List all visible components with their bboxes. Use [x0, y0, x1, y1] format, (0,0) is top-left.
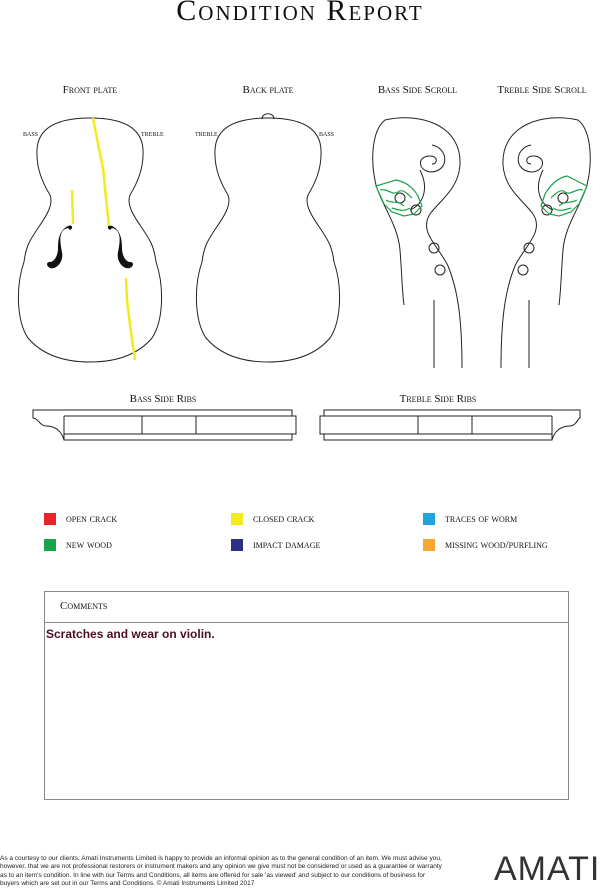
bass-scroll-caption: Bass Side Scroll [377, 84, 458, 96]
missing-wood-swatch [423, 539, 435, 551]
legend-impact-damage [231, 539, 320, 551]
back-bass-label: bass [319, 129, 335, 138]
back-treble-label: treble [195, 129, 218, 138]
legend-label: missing wood/purfling [445, 539, 548, 551]
closed-crack-marks [72, 118, 135, 360]
legend-label: impact damage [253, 539, 321, 551]
treble-scroll-new-wood [541, 176, 587, 216]
legend-label: new wood [66, 539, 112, 551]
bass-ribs-caption: Bass Side Ribs [129, 393, 197, 405]
front-plate-caption: Front plate [62, 84, 118, 96]
open-crack-swatch [44, 513, 56, 525]
back-plate-outline [196, 114, 339, 362]
legend-missing-wood [423, 539, 548, 551]
front-bass-label: bass [23, 129, 39, 138]
treble-scroll-caption: Treble Side Scroll [497, 84, 587, 96]
legend-new-wood [44, 539, 112, 551]
bass-ribs-outline [33, 410, 296, 440]
legend-open-crack [44, 513, 117, 525]
page-title: Condition Report [176, 0, 424, 27]
bass-scroll-new-wood [376, 180, 422, 216]
legend-label: closed crack [253, 513, 315, 525]
traces-of-worm-swatch [423, 513, 435, 525]
bass-scroll-outline [373, 118, 462, 368]
comments-box [44, 591, 569, 800]
comments-text: Scratches and wear on violin. [46, 627, 215, 641]
comments-label: Comments [60, 600, 108, 612]
legend-label: open crack [66, 513, 118, 525]
f-hole-right [108, 225, 133, 268]
front-plate-outline [18, 118, 161, 362]
new-wood-swatch [44, 539, 56, 551]
disclaimer-text: As a courtesy to our clients, Amati Instruments Limited is happy to provide an informal opinion as to the general condition of an item. We must advise you, however, that we are not professional restorers or instrument makers and any opinion we give must not be considered or used as a guarantee or warranty as to an item's condition. In line with our Terms and Conditions, all items are offered for sale 'as viewed' and subject to our conditions of business for buyers which are set out in our Terms and Conditions. © Amati Instruments Limited 2017 [0, 855, 442, 888]
comments-header [45, 592, 568, 623]
legend-closed-crack [231, 513, 314, 525]
closed-crack-swatch [231, 513, 243, 525]
treble-scroll-outline [501, 118, 590, 368]
treble-ribs-caption: Treble Side Ribs [399, 393, 477, 405]
impact-damage-swatch [231, 539, 243, 551]
legend-traces-of-worm [423, 513, 517, 525]
back-plate-caption: Back plate [242, 84, 294, 96]
treble-ribs-outline [320, 410, 580, 440]
brand-logo: AMATI [494, 850, 600, 888]
front-treble-label: treble [141, 129, 164, 138]
f-hole-left [47, 225, 72, 268]
legend-label: traces of worm [445, 513, 518, 525]
